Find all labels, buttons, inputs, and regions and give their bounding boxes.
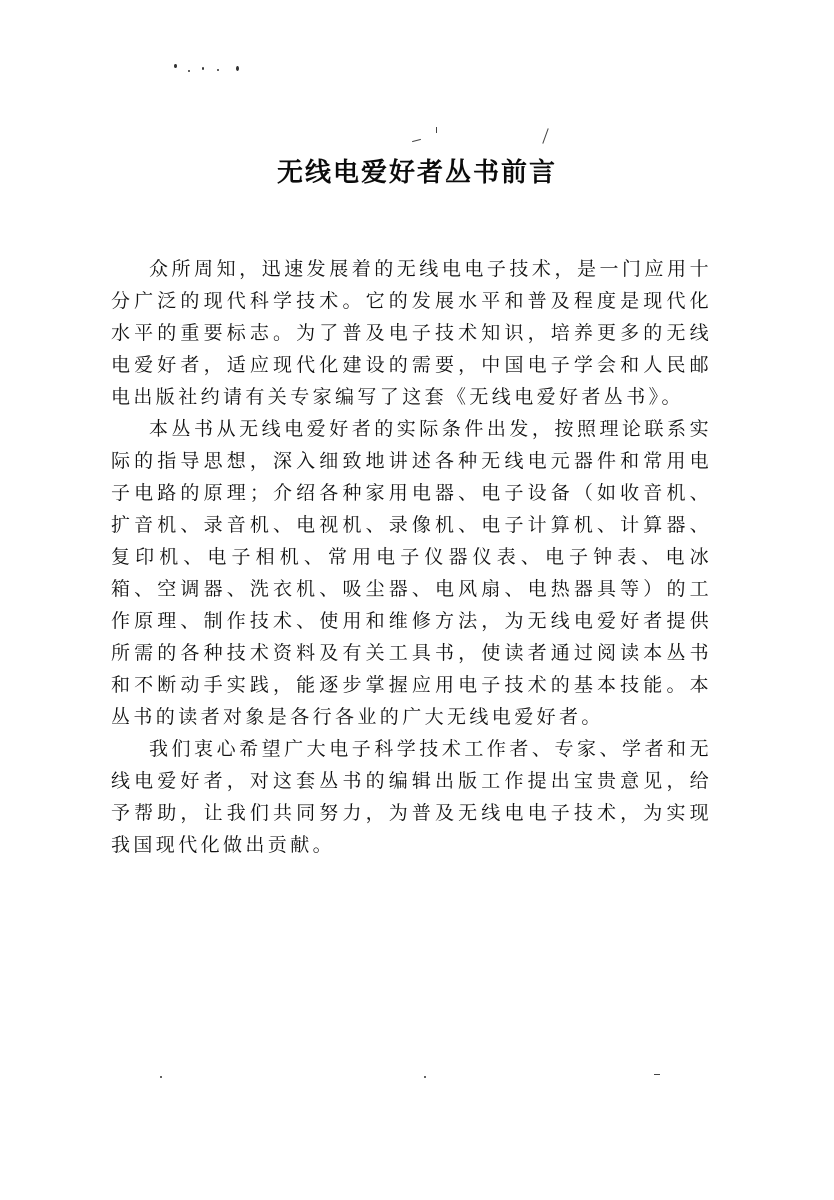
- scan-speck: [424, 1076, 426, 1078]
- paragraph: 本丛书从无线电爱好者的实际条件出发，按照理论联系实际的指导思想，深入细致地讲述各种无线电元器件和常用电子电路的原理；介绍各种家用电器、电子设备（如收音机、扩音机、录音机、电视机、录像机、电子计算机、计算器、复印机、电子相机、常用电子仪器仪表、电子钟表、电冰箱、空调器、洗衣机、吸尘器、电风扇、电热器具等）的工作原理、制作技术、使用和维修方法，为无线电爱好者提供所需的各种技术资料及有关工具书，使读者通过阅读本丛书和不断动手实践，能逐步掌握应用电子技术的基本技能。本丛书的读者对象是各行各业的广大无线电爱好者。: [111, 418, 712, 728]
- paragraph: 我们衷心希望广大电子科学技术工作者、专家、学者和无线电爱好者，对这套丛书的编辑出版工作提出宝贵意见，给予帮助，让我们共同努力，为普及无线电电子技术，为实现我国现代化做出贡献。: [111, 738, 712, 856]
- scan-stroke: [542, 128, 548, 143]
- preface-body: [111, 253, 712, 861]
- scan-speck: [174, 64, 177, 68]
- page-title: 无线电爱好者丛书前言: [276, 158, 557, 188]
- scan-stroke: [412, 139, 421, 142]
- scan-stroke: [654, 1074, 660, 1075]
- paragraph: 众所周知，迅速发展着的无线电电子技术，是一门应用十分广泛的现代科学技术。它的发展水平和普及程度是现代化水平的重要标志。为了普及电子技术知识，培养更多的无线电爱好者，适应现代化建设的需要，中国电子学会和人民邮电出版社约请有关专家编写了这套《无线电爱好者丛书》。: [111, 258, 712, 408]
- scan-speck: [188, 70, 190, 72]
- scan-speck: [236, 66, 239, 71]
- scan-speck: [217, 69, 219, 71]
- scan-speck: [160, 1076, 162, 1078]
- scan-stroke: [436, 127, 437, 133]
- scan-speck: [202, 67, 204, 70]
